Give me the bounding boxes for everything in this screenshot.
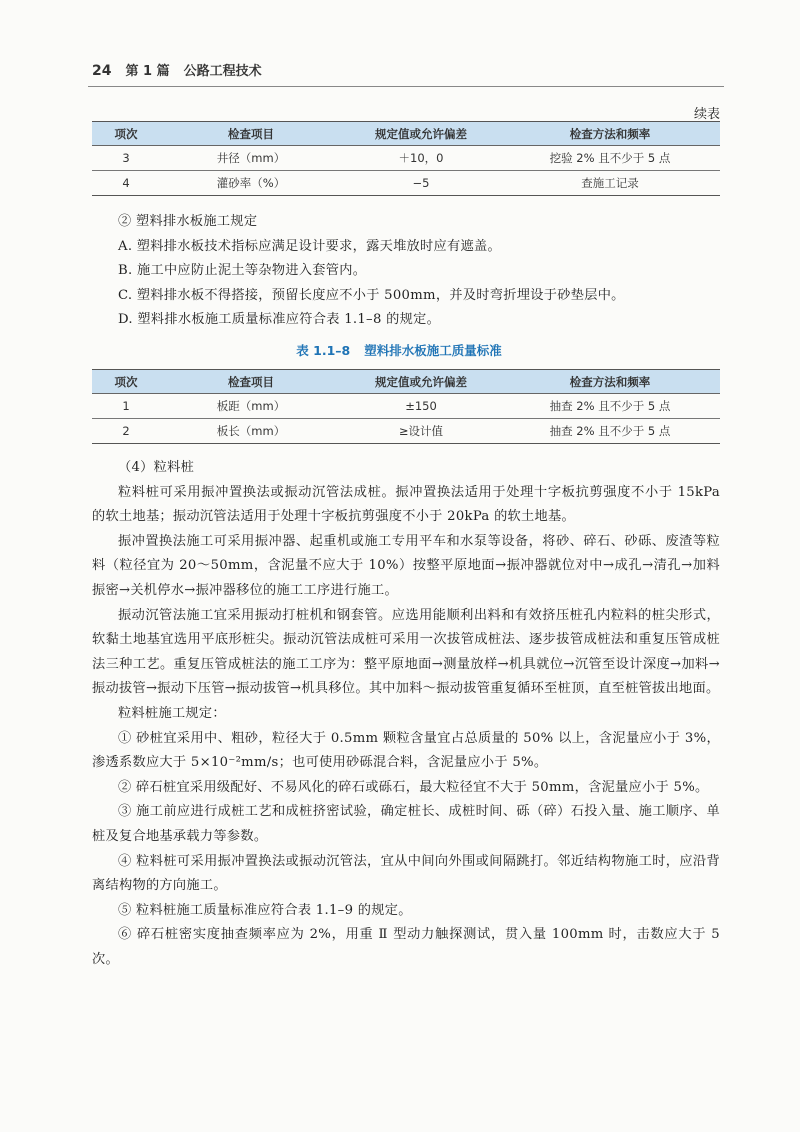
col-header: 项次: [92, 122, 160, 146]
col-header: 检查方法和频率: [500, 122, 720, 146]
table-caption: [92, 341, 720, 359]
granular-pile-section: [92, 456, 720, 972]
table-title: 塑料排水板施工质量标准: [364, 343, 502, 358]
col-header: 检查项目: [160, 370, 342, 394]
table-cell: 板长（mm）: [160, 419, 342, 444]
rule-item: ⑥ 碎石桩密实度抽查频率应为 2%，用重 Ⅱ 型动力触探测试，贯入量 100mm 时，击数应大于 5 次。: [92, 927, 720, 967]
rule-item: D. 塑料排水板施工质量标准应符合表 1.1–8 的规定。: [118, 312, 441, 328]
part-title: 公路工程技术: [183, 64, 262, 79]
table-cell: ±150: [342, 394, 500, 419]
section-title: ② 塑料排水板施工规定: [118, 214, 258, 229]
col-header: 规定值或允许偏差: [342, 370, 500, 394]
col-header: 规定值或允许偏差: [342, 122, 500, 146]
table-cell: −5: [342, 171, 500, 196]
table-cell: 挖验 2% 且不少于 5 点: [500, 146, 720, 171]
plastic-board-section: [92, 210, 720, 333]
table-cell: ≥设计值: [342, 419, 500, 444]
rule-item: ③ 施工前应进行成桩工艺和成桩挤密试验，确定桩长、成桩时间、砾（碎）石投入量、施工顺序、单桩及复合地基承载力等参数。: [92, 804, 720, 844]
rule-item: ④ 粒料桩可采用振冲置换法或振动沉管法，宜从中间向外围或间隔跳打。邻近结构物施工时，应沿背离结构物的方向施工。: [92, 853, 720, 894]
table-cell: 灌砂率（%）: [160, 171, 342, 196]
table-cell: 1: [92, 394, 160, 419]
continuation-label: 续表: [693, 107, 720, 122]
table-cell: 板距（mm）: [160, 394, 342, 419]
quality-standard-table: [92, 369, 720, 444]
col-header: 检查项目: [160, 122, 342, 146]
rule-item: B. 施工中应防止泥土等杂物进入套管内。: [118, 263, 367, 279]
page-number: 24: [92, 63, 112, 79]
col-header: 检查方法和频率: [500, 370, 720, 394]
table-row: [92, 171, 720, 196]
paragraph: 振动沉管法施工宜采用振动打桩机和钢套管。应选用能顺利出料和有效挤压桩孔内粒料的桩尖形式，软黏土地基宜选用平底形桩尖。振动沉管法成桩可采用一次拔管成桩法、逐步拔管成桩法和重复压管成桩法三种工艺。重复压管成桩法的施工工序为：整平原地面→测量放样→机具就位→沉管至设计深度→加料→振动拔管→振动下压管→振动拔管→机具移位。其中加料～振动拔管重复循环至桩顶，直至桩管拔出地面。: [92, 607, 720, 697]
table-cell: 3: [92, 146, 160, 171]
table-cell: 抽查 2% 且不少于 5 点: [500, 419, 720, 444]
header-rule: [88, 86, 724, 87]
table-row: [92, 419, 720, 444]
paragraph: 振冲置换法施工可采用振冲器、起重机或施工专用平车和水泵等设备，将砂、碎石、砂砾、废渣等粒料（粒径宜为 20～50mm，含泥量不应大于 10%）按整平原地面→振冲器就位对中→成孔→清孔→加料振密→关机停水→振冲器移位的施工工序进行施工。: [92, 533, 720, 598]
col-header: 项次: [92, 370, 160, 394]
running-header: [92, 60, 722, 79]
continued-table: [92, 121, 720, 196]
paragraph: 粒料桩可采用振冲置换法或振动沉管法成桩。振冲置换法适用于处理十字板抗剪强度不小于 15kPa 的软土地基；振动沉管法适用于处理十字板抗剪强度不小于 20kPa 的软土地基。: [92, 484, 720, 525]
table-row: [92, 146, 720, 171]
table-cell: 查施工记录: [500, 171, 720, 196]
table-cell: 抽查 2% 且不少于 5 点: [500, 394, 720, 419]
section-heading: （4）粒料桩: [118, 460, 195, 475]
table-cell: 4: [92, 171, 160, 196]
rule-item: ⑤ 粒料桩施工质量标准应符合表 1.1–9 的规定。: [118, 902, 412, 918]
rule-item: ② 碎石桩宜采用级配好、不易风化的碎石或砾石，最大粒径宜不大于 50mm，含泥量应小于 5%。: [118, 779, 709, 795]
rule-item: A. 塑料排水板技术指标应满足设计要求，露天堆放时应有遮盖。: [118, 238, 501, 254]
table-row: [92, 394, 720, 419]
rule-item: C. 塑料排水板不得搭接，预留长度应不小于 500mm，并及时弯折埋设于砂垫层中。: [118, 287, 625, 303]
table-cell: 2: [92, 419, 160, 444]
rule-item: ① 砂桩宜采用中、粗砂，粒径大于 0.5mm 颗粒含量宜占总质量的 50% 以上，含泥量应小于 3%，渗透系数应大于 5×10⁻²mm/s；也可使用砂砾混合料，含泥量应小于 5%。: [92, 730, 720, 771]
table-number: 表 1.1–8: [296, 343, 351, 358]
paragraph: 粒料桩施工规定：: [118, 705, 226, 721]
table-header-row: [92, 370, 720, 394]
part-label: 第 1 篇: [125, 64, 170, 79]
table-header-row: [92, 122, 720, 146]
table-cell: 井径（mm）: [160, 146, 342, 171]
table-cell: ＋10，0: [342, 146, 500, 171]
